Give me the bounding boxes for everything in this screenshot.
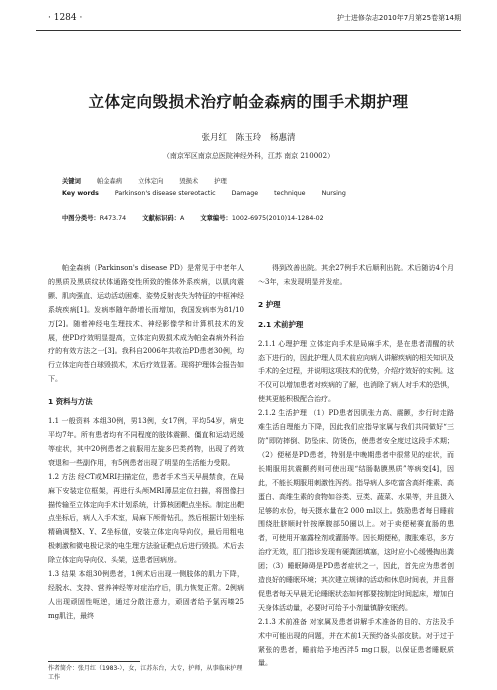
footnote-rule	[48, 661, 140, 662]
keyword: Damage	[231, 190, 259, 197]
keyword: 帕金森病	[96, 178, 123, 185]
paragraph-text: 本组30例，男13例，女17例，平均54岁，病史平均7年。所有患者均有不同程度的肢体震颤、僵直和运动迟缓等症状，其中20例患者之前服用左旋多巴类药物，出现了药效衰退和一些副作用，有5例患者出现了明显的生活能力受限。	[48, 417, 244, 467]
keyword: Nursing	[321, 190, 346, 197]
doc-code-value: A	[180, 215, 185, 222]
keyword: 毁损术	[179, 178, 199, 185]
paragraph-text: （1）PD患者因肌张力高、震颤，步行时走路难生活自理能力下降，因此我们应指导家属与我们共同做好“三防”即防摔倒、防坠床、防烫伤，使患者安全度过这段手术期；（2）便秘是PD患者，特别是中晚期患者中很常见的症状，而长期服用抗震颤药则可使出现“结肠黏膜黑质”等病变[4]，因此，不能长期服用刺激性泻药。指导病人多吃富含高纤维素、高蛋白、高维生素的食物如谷类、豆类、蔬菜、水果等，并且摄入足够的水份，每天摄水量在2 000 ml以上。鼓励患者每日睡前围绕肚脐顺时针按摩腹部50圈以上。对于卖便秘赛直肠的患者，可使用开塞露栓剂或灌肠等。因长期便秘，腹胀难忍，多方治疗无效，肛门指诊发现有硬粪团填塞，这时应小心缓慢掏出粪团；（3）睡眠障碍是PD患者症状之一，因此，首先应为患者创造良好的睡眠环境；其次建立规律的活动和休息时间表，并且督促患者每天早晨无论睡眠状态如何都要按制定时间起床，增加白天身体活动量，必要时可给予小剂量镇静安眠药。	[258, 409, 454, 612]
article-number-value: 1002-6975(2010)14-1284-02	[231, 215, 324, 222]
keywords-cn-label: 关键词	[62, 178, 81, 185]
paragraph-text: 经CT或MRI扫描定位，患者手术当天早晨禁食，在局麻下安装定位框架，再进行头颅MRI薄层定位扫描，将图像扫描传输至立体定向手术计划系统，计算核团靶点坐标。制定出靶点坐标后，病人入手术室，局麻下颅骨钻孔，然后根据计划坐标精确调整X、Y、Z坐标值，安装立体定向导向仪，最后用粗电极刺激和微电极记录的电生理方法验证靶点后进行毁损。术后去除立体定向导向仪、头架，送患者回病房。	[48, 472, 244, 565]
keyword: Parkinson's disease stereotactic	[114, 190, 216, 197]
keywords-en-label: Key words	[62, 190, 99, 197]
subsection-heading: 1.1 一般资料	[48, 417, 91, 426]
paragraph-text: 对家属及患者讲解手术准备的目的、方法及手术中可能出现的问题，并在术前1天预约备头部皮肤。对于过于紧张的患者，睡前给予地西泮5 mg口服，以保证患者睡眠质量。	[258, 617, 455, 668]
paragraph: 得到改善出院。其余27例手术后顺利出院。术后随访4个月～3年，未发现明显并发症。	[258, 264, 454, 286]
doc-code-label: 文献标识码：	[142, 215, 180, 222]
subsection-heading: 1.3 结果	[48, 570, 77, 579]
section-heading: 2 护理	[258, 299, 281, 309]
authors: 张月红 陈玉玲 杨惠清	[201, 133, 296, 143]
keyword: 立体定向	[138, 178, 164, 185]
subsection-heading: 2.1.1 心理护理	[258, 339, 308, 348]
paragraph-text: 立体定向手术是局麻手术，是在患者清醒的状态下进行的，因此护理人员术前应向病人讲解疾病的相关知识及手术的全过程，并说明这项技术的优势，介绍疗效好的实例。这不仅可以增加患者对疾病的了解，也消除了病人对手术的恐惧，使其更能积极配合治疗。	[258, 339, 455, 404]
subsection-heading: 1.2 方法	[48, 472, 76, 481]
keyword: technique	[274, 190, 306, 197]
article-title: 立体定向毁损术治疗帕金森病的围手术期护理	[88, 93, 409, 111]
clc-label: 中图分类号：	[62, 215, 100, 222]
article-number-label: 文章编号：	[200, 215, 232, 222]
author-footnote: 作者简介：张月红（1983-），女，江苏东台，大专，护师，从事临床护理工作	[48, 665, 243, 681]
subsection-heading: 2.1 术前护理	[258, 319, 304, 329]
journal-running-head: 护士进修杂志2010年7月第25卷第14期	[336, 14, 461, 22]
paragraph-text: 本组30例患者，1例术后出现一侧肢体的肌力下降，经脱水、支持、营养神经等对症治疗后，肌力恢复正常。2例病人出现顽固性呃逆，通过分散注意力，顽固者给予氯丙嗪25 mg肌注，最终	[48, 570, 244, 620]
left-column	[48, 262, 244, 624]
header-rule	[36, 30, 461, 31]
keywords-cn	[62, 176, 227, 185]
section-heading: 1 资料与方法	[48, 397, 93, 407]
affiliation: （南京军区南京总医院神经外科，江苏 南京 210002）	[162, 152, 335, 160]
intro-paragraph: 帕金森病（Parkinson's disease PD）是常见于中老年人的黑质及黑质纹状体通路变性所致的锥体外系疾病，以肌肉震颤、肌肉强直、运动活动困难、姿势反射丧失为特征的中枢神经系统疾病[1]。发病率随年龄增长而增加，我国发病率为81/10万[2]。随着神经电生理技术、神经影像学和计算机技术的发展，使PD疗效明显提高，立体定向毁损术成为帕金森病外科治疗的有效方法之一[3]。我科自2006年共收治PD患者30例，均行立体定向苍白球毁损术，术后疗效显著。现将护理体会报告如下。	[48, 264, 244, 384]
subsection-heading: 2.1.2 生活护理	[258, 409, 308, 418]
subsection-heading: 2.1.3 术前准备	[258, 617, 308, 626]
clc-value: R473.74	[99, 215, 127, 222]
keywords-en	[62, 190, 346, 197]
keyword: 护理	[214, 178, 227, 185]
page-number: · 1284 ·	[48, 13, 83, 23]
right-column	[258, 262, 454, 671]
classification-line	[62, 213, 324, 222]
